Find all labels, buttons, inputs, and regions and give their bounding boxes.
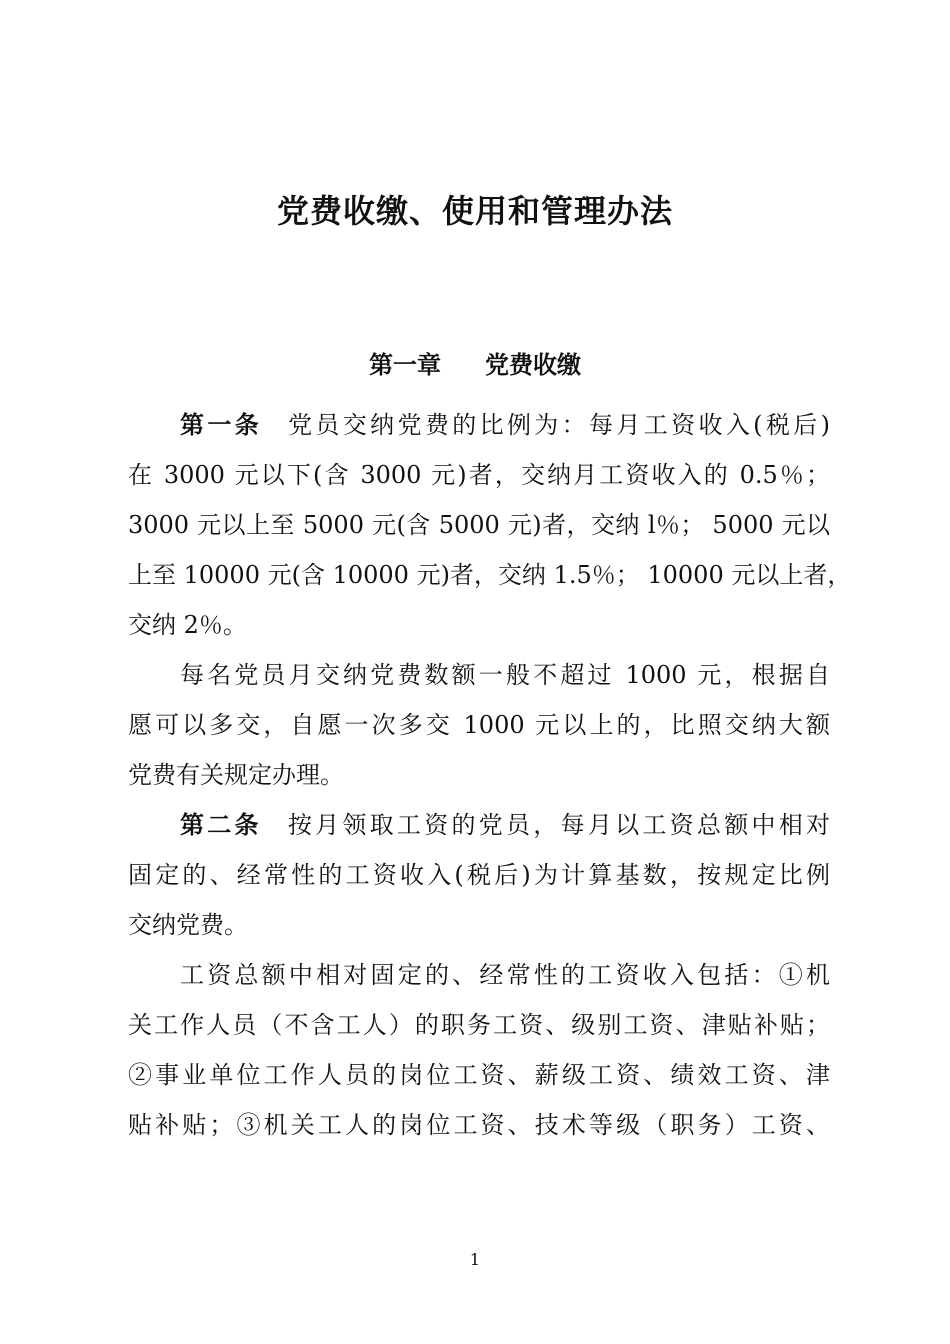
paragraph-line: 交纳 2％。 [128,611,247,639]
paragraph-line: 工资总额中相对固定的、经常性的工资收入包括：①机 [180,961,830,989]
article-label: 第二条 [180,810,262,839]
paragraph-text: 按月领取工资的党员，每月以工资总额中相对 [287,811,831,839]
paragraph-text: 党员交纳党费的比例为：每月工资收入(税后) [288,411,830,439]
paragraph-line: 愿可以多交，自愿一次多交 1000 元以上的，比照交纳大额 [128,711,830,739]
paragraph-line: 贴补贴；③机关工人的岗位工资、技术等级（职务）工资、 [128,1111,830,1139]
paragraph-line: 3000 元以上至 5000 元(含 5000 元)者，交纳 l％； 5000 元以 [128,511,830,539]
paragraph-line [128,400,830,450]
chapter-name: 党费收缴 [485,350,581,379]
chapter-label: 第一章 [369,350,441,379]
paragraph-line: ②事业单位工作人员的岗位工资、薪级工资、绩效工资、津 [128,1061,830,1089]
document-body [128,400,852,1150]
paragraph-line: 党费有关规定办理。 [128,761,344,789]
paragraph-line: 交纳党费。 [128,911,248,939]
paragraph-line: 上至 10000 元(含 10000 元)者，交纳 1.5％； 10000 元以上者， [128,561,852,589]
paragraph-line: 固定的、经常性的工资收入(税后)为计算基数，按规定比例 [128,861,830,889]
paragraph-line: 关工作人员（不含工人）的职务工资、级别工资、津贴补贴； [128,1011,830,1039]
paragraph-line: 每名党员月交纳党费数额一般不超过 1000 元，根据自 [180,661,830,689]
paragraph-line [128,800,830,850]
article-label: 第一条 [180,410,263,439]
chapter-heading [0,345,950,380]
document-title: 党费收缴、使用和管理办法 [276,192,673,230]
paragraph-line: 在 3000 元以下(含 3000 元)者，交纳月工资收入的 0.5％； [128,461,830,489]
page-number: 1 [469,1250,481,1269]
